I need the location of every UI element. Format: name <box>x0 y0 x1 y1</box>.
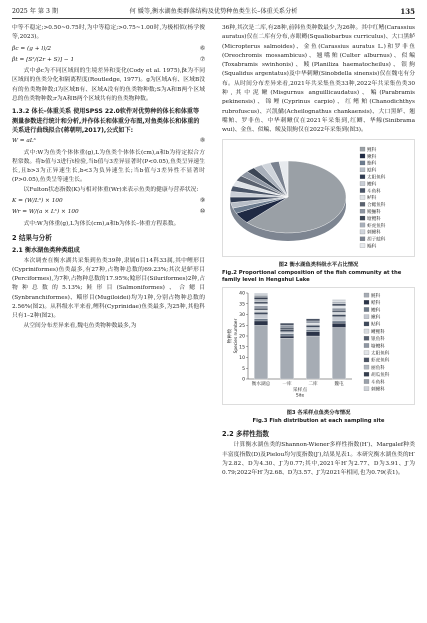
legend-label: 鲶科 <box>367 168 377 174</box>
paragraph: 从空间分布差异来看,魏屯鱼类物种数最多,为 <box>23 322 137 329</box>
equation-formula: βt = [S²/(2r + S)] − 1 <box>12 56 75 63</box>
legend-swatch <box>360 188 365 192</box>
bar-segment-斗鱼科 <box>254 295 268 297</box>
y-tick-label: 10 <box>239 355 245 361</box>
bar-segment-鲇科 <box>280 329 294 331</box>
bar-segment-鳉鲤科 <box>306 323 320 325</box>
equation-formula: W = aLᵇ <box>12 138 36 145</box>
paragraph: 式中:βc为不同区域间的生境差异和变化(Cody et al. 1975),βt为不同区域间的鱼类分化和隔离程度(Routledge, 1977)。g为区域A有、区域B没有的鱼类物种数;l为区域B有、区域A没有的鱼类物种数;S为A和B两个区域总的鱼类物种数;r为A和B两个区域共有的鱼类物种数。 <box>12 68 205 103</box>
legend-swatch <box>364 343 369 347</box>
bar-segment-鳢科 <box>306 329 320 331</box>
y-axis-label: 物种数 <box>228 328 233 344</box>
legend-label: 虾虎鱼科 <box>371 358 390 364</box>
equation <box>12 208 205 217</box>
figure-2 <box>222 139 415 284</box>
legend-label: 鳢科 <box>371 308 381 314</box>
y-tick-label: 30 <box>239 312 245 318</box>
legend-label: 丽鱼科 <box>371 365 385 371</box>
bar-segment-鲢科 <box>254 325 268 379</box>
legend-label: 鳅科 <box>367 154 377 160</box>
bar-segment-刺鳅科 <box>254 293 268 295</box>
legend-swatch <box>360 229 365 233</box>
figure-2-caption-zh: 图2 衡水湖鱼类科级水平占比情况 <box>278 261 359 268</box>
bar-segment-鳅科 <box>332 317 346 321</box>
equation-formula: βc = (g + l)/2 <box>12 45 52 52</box>
legend-label: 太阳鱼科 <box>371 351 390 357</box>
legend-label: 银鱼科 <box>371 336 385 342</box>
paragraph: 式中:W为鱼类个体体重(g),L为鱼类个体体长(cm),a和b为待定拟合方程常数。将b值与3进行t检验,当b值与3差异显著时(P<0.05),鱼类呈异速生长,且b>3为正异速生长,b<3为负异速生长;当b值与3差异性不显著时(P>0.05),鱼类呈等速生长。 <box>12 149 205 184</box>
bar-segment-虾虎鱼科 <box>306 319 320 321</box>
figure-3 <box>222 287 415 425</box>
figure-2-caption-en: Fig.2 Proportional composition of the fish community at the family level in Hengshui Lake <box>222 269 402 283</box>
legend-label: 塘鳢科 <box>367 216 381 222</box>
bar-segment-鳅科 <box>306 327 320 329</box>
subsection-heading: 1.3.2 体长–体重关系 使用SPSS 22.0软件对优势种的体长和体重等测量参数进行统计和分析,并作体长和体重分布图,对鱼类体长和体重的关系进行曲线拟合(蒋朝明,2017),公式如下: <box>12 108 200 134</box>
y-tick-label: 15 <box>239 345 245 351</box>
bar-segment-鲢科 <box>280 338 294 379</box>
paragraph: 本次调查在衡水湖共采集到鱼类39种,隶属6目14科33属,其中鲤形目(Cypriniformes)鱼类最多,有27种,占物种总数的69.23%;其次是鲈形目(Perciformes),为7种,占物种总数的17.95%;鲶形目(Siluriformes)2种,占物种总数的5.13%;鲑形目(Salmoniformes)、合鳃目(Synbranchiformes)、鲻形目(Mugiloidei)均为1种,分别占物种总数的2.56%(图2)。从科级水平来看,鲤科(Cyprinidae)鱼类最多,为25种,其他科只有1–2种(图2)。 <box>12 257 205 320</box>
legend-swatch <box>360 236 365 240</box>
bar-segment-丽鱼科 <box>332 301 346 303</box>
x-tick-label: 一库 <box>282 381 292 387</box>
equation-number: ⑥ <box>199 45 205 52</box>
figure-3-caption-en: Fig.3 Fish distribution at each sampling site <box>252 418 385 425</box>
equation <box>12 56 205 65</box>
page-number: 135 <box>400 7 415 16</box>
y-tick-label: 25 <box>239 323 245 329</box>
legend-swatch <box>364 336 369 340</box>
equation-formula: K = (W/L³) × 100 <box>12 198 63 205</box>
legend-swatch <box>364 358 369 362</box>
x-tick-label: 衡水湖总 <box>251 381 271 387</box>
bar-segment-鳉鲤科 <box>254 310 268 312</box>
bar-segment-塘鳢科 <box>254 306 268 308</box>
x-axis-label: 采样点 <box>292 387 308 393</box>
bar-segment-虾虎鱼科 <box>254 301 268 303</box>
x-axis-label-en: Site <box>295 393 305 399</box>
legend-swatch <box>360 174 365 178</box>
bar-segment-塘鳢科 <box>280 325 294 327</box>
figure-3-caption-zh: 图3 各采样点鱼类分布情况 <box>286 410 351 417</box>
y-tick-label: 20 <box>239 334 245 340</box>
legend-label: 鲿科 <box>371 300 381 306</box>
legend-swatch <box>364 300 369 304</box>
bar-segment-鲇科 <box>254 312 268 314</box>
bar-segment-鳉鲤科 <box>332 312 346 314</box>
legend-label: 太阳鱼科 <box>367 175 386 181</box>
equation <box>12 137 205 146</box>
legend-label: 鲇科 <box>371 322 381 328</box>
legend-swatch <box>364 329 369 333</box>
bar-segment-银鱼科 <box>254 308 268 310</box>
section-2-2-text: 计算衡水湖鱼类的Shannon-Wiener多样性指数(H′)、Margalef种类丰富度指数(D)及Pielou均匀度指数(J′),结果见表1。本研究衡水湖鱼类的H′为2.82、D为4.30、J′为0.77;其中,2021年H′为2.77、D为3.91、J′为0.79;2022年H′为2.68、D为3.57、J′为2021年相同,也为0.79(表1)。 <box>222 442 415 477</box>
x-tick-label: 二库 <box>308 381 318 387</box>
bar-segment-鳅科 <box>280 332 294 334</box>
equation-number: ⑩ <box>199 209 205 216</box>
legend-label: 塘鳢科 <box>371 344 385 350</box>
legend-label: 鲈科 <box>367 195 377 201</box>
right-column <box>222 24 415 479</box>
bar-segment-虾虎鱼科 <box>332 304 346 306</box>
y-tick-label: 40 <box>239 291 245 297</box>
legend-swatch <box>360 167 365 171</box>
y-axis-label-en: Species number <box>234 318 239 354</box>
figure-3-stacked-bar-chart <box>222 287 415 405</box>
legend-label: 斗鱼科 <box>371 380 385 386</box>
legend-label: 鲻科 <box>367 244 377 250</box>
legend-label: 刺鳅科 <box>367 230 381 236</box>
figure-2-pie-chart <box>222 139 415 257</box>
bar-segment-虾虎鱼科 <box>280 323 294 325</box>
legend-swatch <box>364 350 369 354</box>
bar-segment-鲢科 <box>332 327 346 379</box>
y-tick-label: 35 <box>239 302 245 308</box>
legend-label: 刺鳅科 <box>371 387 385 393</box>
x-tick-label: 魏屯 <box>334 381 344 387</box>
bar-segment-银鱼科 <box>332 310 346 312</box>
legend-swatch <box>360 160 365 164</box>
legend-label: 胡瓜鱼科 <box>371 372 390 378</box>
issue-label: 2025 年 第 3 期 <box>12 8 59 15</box>
bar-segment-鲇科 <box>332 314 346 316</box>
legend-label: 鲢科 <box>371 293 381 299</box>
bar-segment-鲿科 <box>280 336 294 338</box>
legend-swatch <box>364 322 369 326</box>
running-header <box>12 6 415 19</box>
legend-swatch <box>360 147 365 151</box>
legend-swatch <box>364 293 369 297</box>
bar-segment-鲿科 <box>332 323 346 327</box>
equation-number: ⑦ <box>199 56 205 63</box>
bar-segment-鲢科 <box>306 336 320 379</box>
legend-label: 鳉鲤科 <box>371 329 385 335</box>
left-column <box>12 24 205 331</box>
section-heading: 2 结果与分析 <box>12 233 52 242</box>
bar-segment-鲇科 <box>306 325 320 327</box>
running-title: 何 媛等,衡水湖鱼类群落结构及优势种鱼类生长–体重关系分析 <box>129 8 298 15</box>
legend-swatch <box>360 195 365 199</box>
legend-swatch <box>360 216 365 220</box>
legend-label: 虾虎鱼科 <box>367 223 386 229</box>
right-column-text <box>222 24 415 136</box>
y-tick-label: 0 <box>242 377 245 383</box>
bar-segment-塘鳢科 <box>306 321 320 323</box>
bar-segment-胡瓜鱼科 <box>254 297 268 299</box>
legend-label: 合鳃鱼科 <box>367 202 386 208</box>
legend-label: 胡子鲶科 <box>367 237 386 243</box>
bar-segment-太阳鱼科 <box>254 304 268 306</box>
bar-segment-银鱼科 <box>280 327 294 329</box>
legend-swatch <box>360 153 365 157</box>
legend-label: 鲤科 <box>367 147 377 153</box>
legend-label: 鳗鲡科 <box>367 209 381 215</box>
legend-swatch <box>360 202 365 206</box>
bar-segment-鲿科 <box>254 321 268 325</box>
legend-label: 鳢科 <box>367 181 377 187</box>
bar-segment-丽鱼科 <box>254 299 268 301</box>
bar-segment-鳢科 <box>332 321 346 323</box>
legend-swatch <box>360 243 365 247</box>
equation <box>12 45 205 54</box>
bar-segment-鳢科 <box>280 334 294 336</box>
equation-formula: Wr = W/(a × Lᵇ) × 100 <box>12 209 79 216</box>
bar-segment-塘鳢科 <box>332 308 346 310</box>
paragraph: 以Fulton状态指数(K)与相对体重(Wr)来表示鱼类的健康与营养状况: <box>23 186 199 193</box>
paragraph: 中等不稳定;>0.50~0.75时,为中等稳定;>0.75~1.00时,为极相似(杨学俊等,2023)。 <box>12 25 205 41</box>
equation-number: ⑧ <box>199 138 205 145</box>
legend-swatch <box>364 314 369 318</box>
bar-segment-刺鳅科 <box>332 299 346 301</box>
legend-swatch <box>360 209 365 213</box>
legend-swatch <box>364 379 369 383</box>
paragraph: 式中:W为体重(g),L为体长(cm),a和b为体长–体重方程系数。 <box>23 220 180 227</box>
legend-label: 斗鱼科 <box>367 188 381 194</box>
legend-label: 鮨科 <box>367 161 377 167</box>
section-2-2-heading: 2.2 多样性指数 <box>222 430 269 439</box>
y-tick-label: 5 <box>242 366 245 372</box>
equation-number: ⑨ <box>199 198 205 205</box>
bar-segment-鳅科 <box>254 314 268 318</box>
legend-swatch <box>360 181 365 185</box>
bar-segment-鳢科 <box>254 319 268 321</box>
legend-swatch <box>364 372 369 376</box>
bar-segment-鲿科 <box>306 332 320 336</box>
subsection-heading: 2.1 衡水湖鱼类种类组成 <box>12 247 80 255</box>
paragraph: 36种,其次是二库,有28种,前韩鱼类种数最少,为26种。其中红鳍(Carassius auratus)仅在二库有分布,赤眼鳟(Squaliobarbus curriculus)、大口黑鲈(Micropterus salmoides)、金鱼(Carassius auratus L.)和罗非鱼(Oreochromis mossambicus)、翘嘴鲌(Culter alburnus)、似鳊(Toxabramis swinhonis)、鲮(Planiliza haematocheilus)、银鮈(Squalidus argentatus)及中华刺鳅(Sinobdella sinensis)仅在魏屯有分布。从时间分布差异来看,2021年共采集鱼类33种,2022年共采集鱼类30种,其中泥鳅(Misgurnus anguillicaudatus)、鳊(Parabramis pekinensis)、锦鲤(Cyprinus carpio)、红鳍鲌(Chanodichthys rubrofuscus)、兴凯鱊(Acheilognathus chankaensis)、大口黑鲈、翘嘴鲌、罗非鱼、中华刺鳅仅在2021年采集到,红鲫、华鳈(Sinibrama wui)、金鱼、似鳊、鲮及银鮈仅在2022年采集到(图3)。 <box>222 25 415 134</box>
equation <box>12 197 205 206</box>
legend-swatch <box>364 386 369 390</box>
legend-swatch <box>360 222 365 226</box>
legend-swatch <box>364 365 369 369</box>
legend-swatch <box>364 307 369 311</box>
bar-segment-太阳鱼科 <box>332 306 346 308</box>
legend-label: 鳅科 <box>371 315 381 321</box>
